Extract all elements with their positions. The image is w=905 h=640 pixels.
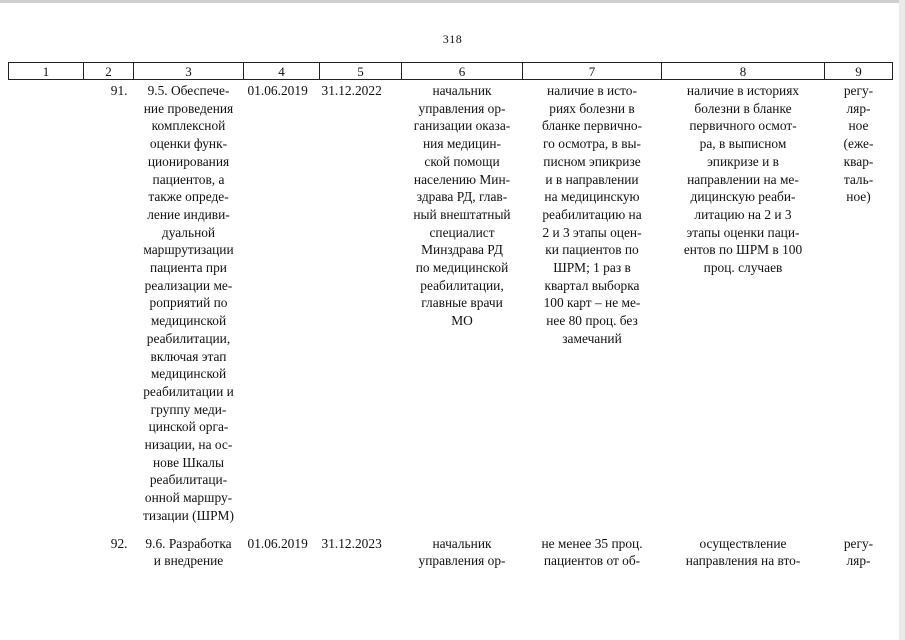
end-date: 31.12.2022 bbox=[321, 83, 382, 98]
col-header-3: 3 bbox=[134, 63, 244, 80]
header-row bbox=[9, 63, 893, 80]
col-header-6: 6 bbox=[402, 63, 523, 80]
frequency: регу- ляр- bbox=[843, 535, 874, 569]
col-header-2: 2 bbox=[84, 63, 134, 80]
frequency: регу- ляр- ное (еже- квар- таль- ное) bbox=[843, 83, 874, 205]
col-header-8: 8 bbox=[662, 63, 825, 80]
scan-top-edge bbox=[0, 0, 905, 3]
table-row bbox=[9, 80, 893, 529]
expected-result: наличие в исто- риях болезни в бланке первично- го осмотра, в вы- писном эпикризе и в направлении на медицинскую реабилитацию на 2 и 3 этапы оцен- ки пациентов по ШРМ; 1 раз в квартал выборка 100 карт – не ме- нее 80 проц. без замечаний bbox=[541, 83, 643, 346]
responsible-person: начальник управления ор- bbox=[418, 535, 506, 569]
col-header-5: 5 bbox=[320, 63, 402, 80]
control-indicator: наличие в историях болезни в бланке первичного осмот- ра, в выписном эпикризе и в направлении на ме- дицинскую реаби- литацию на 2 и 3 этапы оценки паци- ентов по ШРМ в 100 проц. случаев bbox=[683, 83, 803, 276]
row-number: 91. bbox=[110, 83, 128, 98]
col-header-4: 4 bbox=[244, 63, 320, 80]
page-number: 318 bbox=[442, 32, 463, 46]
start-date: 01.06.2019 bbox=[247, 535, 308, 551]
row-number: 92. bbox=[110, 535, 128, 551]
expected-result: не менее 35 проц. пациентов от об- bbox=[541, 535, 643, 569]
responsible-person: начальник управления ор- ганизации оказа- ния медицин- ской помощи населению Мин- здрава РД, глав- ный внештатный специалист Минздрава РД по медицинской реабилитации, главные врачи МО bbox=[413, 83, 511, 329]
control-indicator: осуществление направления на вто- bbox=[685, 535, 801, 569]
cell-col1 bbox=[9, 80, 84, 529]
col-header-1: 1 bbox=[9, 63, 84, 80]
plan-table bbox=[8, 62, 893, 570]
end-date: 31.12.2023 bbox=[321, 535, 382, 551]
scan-right-edge bbox=[899, 0, 905, 640]
cell-col1 bbox=[9, 529, 84, 570]
start-date: 01.06.2019 bbox=[247, 83, 308, 98]
col-header-9: 9 bbox=[825, 63, 893, 80]
table-row bbox=[9, 529, 893, 570]
activity-name: 9.6. Разработка и внедрение bbox=[145, 535, 232, 569]
col-header-7: 7 bbox=[523, 63, 662, 80]
activity-name: 9.5. Обеспече- ние проведения комплексной оценки функ- ционирования пациентов, а также опреде- ление индиви- дуальной маршрутизации пациента при реализации ме- роприятий по медицинской реабилитации, включая этап медицинской реабилитации и группу меди- цинской орга- низации, на ос- нове Шкалы реабилитаци- онной маршру- тизации (ШРМ) bbox=[143, 83, 234, 523]
